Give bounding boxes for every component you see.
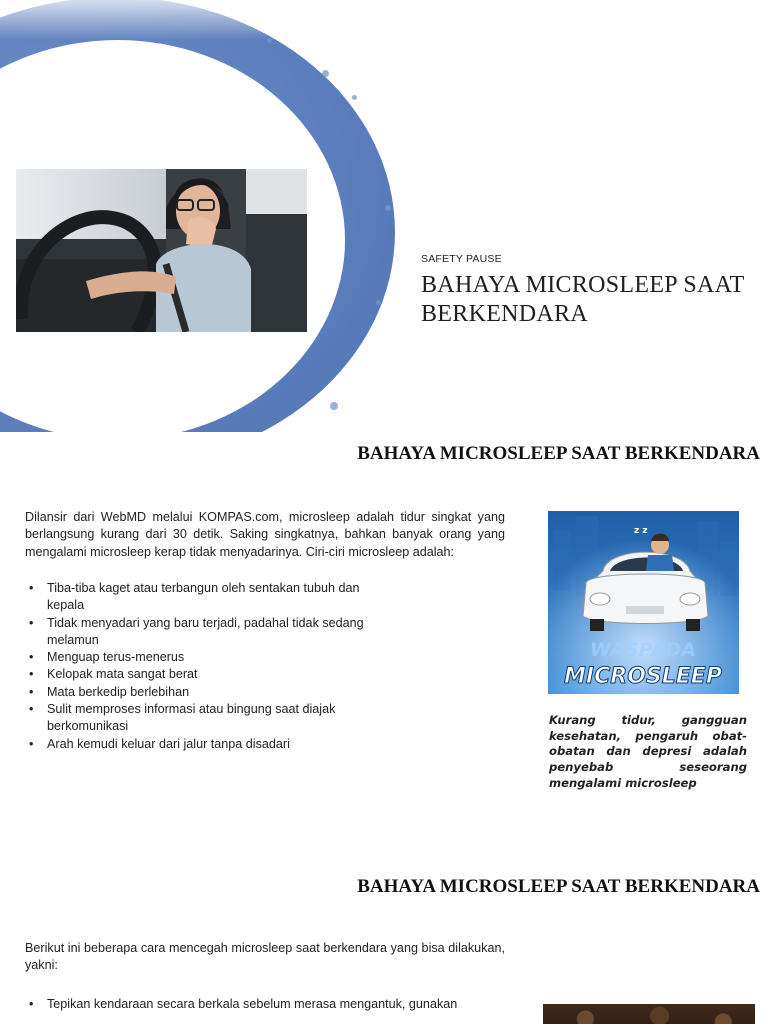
cover-slide (0, 0, 768, 432)
waspada-microsleep-illustration (548, 511, 739, 694)
image-caption: Kurang tidur, gangguan kesehatan, pengaruh obat-obatan dan depresi adalah penyebab seseorang mengalami microsleep (549, 713, 747, 790)
microsleep-signs-slide (0, 432, 768, 864)
list-item: • Kelopak mata sangat berat (25, 666, 395, 683)
paint-speck (352, 95, 357, 100)
list-item: • Tidak menyadari yang baru terjadi, padahal tidak sedang melamun (25, 615, 395, 650)
list-item: • Mata berkedip berlebihan (25, 684, 395, 701)
cover-eyebrow: SAFETY PAUSE (421, 253, 502, 265)
list-item: • Tepikan kendaraan secara berkala sebelum merasa mengantuk, gunakan (25, 996, 517, 1013)
prevention-list (25, 996, 517, 1013)
ring-top-fade (0, 0, 420, 40)
list-item: • Sulit memproses informasi atau bingung saat diajak berkomunikasi (25, 701, 395, 736)
slide-title: BAHAYA MICROSLEEP SAAT BERKENDARA (357, 876, 760, 897)
paint-speck (267, 38, 272, 43)
coffee-beans-photo (543, 1004, 755, 1024)
zz-text: z z (634, 526, 648, 536)
yawning-driver-photo (16, 169, 307, 332)
symptom-list (25, 580, 395, 753)
paint-speck (330, 402, 338, 410)
prevention-slide (0, 864, 768, 1024)
paint-speck (376, 300, 381, 305)
intro-paragraph: Berikut ini beberapa cara mencegah microsleep saat berkendara yang bisa dilakukan, yakni: (25, 941, 505, 973)
slide-title: BAHAYA MICROSLEEP SAAT BERKENDARA (357, 443, 760, 464)
intro-paragraph: Dilansir dari WebMD melalui KOMPAS.com, microsleep adalah tidur singkat yang berlangsung kurang dari 30 detik. Saking singkatnya, bahkan banyak orang yang mengalami microsleep kerap tidak menyadarinya. Ciri-ciri microsleep adalah: (25, 510, 505, 559)
cover-title: BAHAYA MICROSLEEP SAAT BERKENDARA (421, 272, 745, 327)
paint-speck (322, 70, 329, 77)
waspada-text: WASPADA (589, 639, 697, 661)
list-item: • Menguap terus-menerus (25, 649, 395, 666)
microsleep-text: MICROSLEEP (564, 664, 722, 689)
paint-speck (385, 205, 391, 211)
list-item: • Arah kemudi keluar dari jalur tanpa disadari (25, 736, 395, 753)
list-item: • Tiba-tiba kaget atau terbangun oleh sentakan tubuh dan kepala (25, 580, 395, 615)
